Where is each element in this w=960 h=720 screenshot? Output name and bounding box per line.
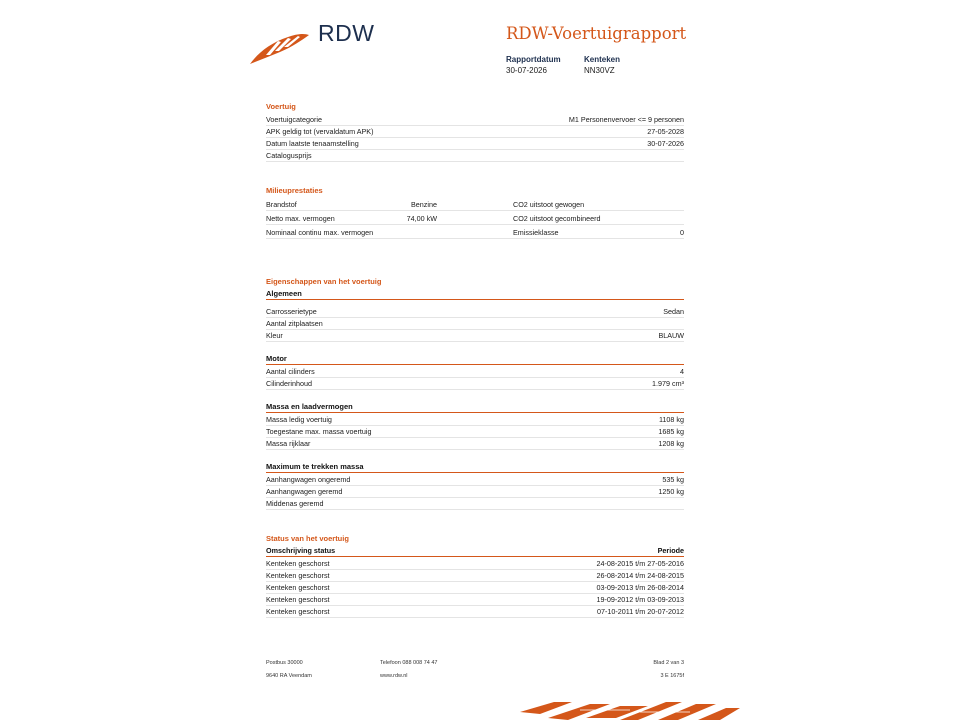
row-label: Voertuigcategorie xyxy=(266,115,322,124)
row-label-2: Emissieklasse xyxy=(513,228,559,237)
section-title-status: Status van het voertuig xyxy=(266,534,349,543)
row-value: 74,00 kW xyxy=(406,214,437,223)
row-value: 1108 kg xyxy=(658,415,684,424)
row-value: 03-09-2013 t/m 26-08-2014 xyxy=(596,583,684,592)
row-label: APK geldig tot (vervaldatum APK) xyxy=(266,127,374,136)
subsection-title-trekken: Maximum te trekken massa xyxy=(266,462,364,471)
table-row xyxy=(266,211,684,225)
row-label: Carrosserietype xyxy=(266,307,317,316)
table-row xyxy=(266,329,684,342)
row-label: Kenteken geschorst xyxy=(266,571,330,580)
row-value: 19-09-2012 t/m 03-09-2013 xyxy=(596,595,684,604)
logo-text: RDW xyxy=(318,20,375,46)
row-value: 07-10-2011 t/m 20-07-2012 xyxy=(597,607,684,616)
footer-web: www.rdw.nl xyxy=(380,673,408,679)
row-value: Benzine xyxy=(411,200,437,209)
footer-postbus: Postbus 30000 xyxy=(266,660,303,666)
section-divider xyxy=(266,299,684,300)
row-label: Aantal zitplaatsen xyxy=(266,319,323,328)
row-value: BLAUW xyxy=(658,331,684,340)
table-row xyxy=(266,149,684,162)
row-label: Middenas geremd xyxy=(266,499,324,508)
row-label: Netto max. vermogen xyxy=(266,214,335,223)
decorative-stripes xyxy=(520,700,740,720)
row-label: Massa rijklaar xyxy=(266,439,311,448)
report-date-label: Rapportdatum xyxy=(506,55,561,64)
row-label: Kenteken geschorst xyxy=(266,583,330,592)
section-title-voertuig: Voertuig xyxy=(266,102,296,111)
row-label: Kenteken geschorst xyxy=(266,559,330,568)
row-label: Aanhangwagen geremd xyxy=(266,487,343,496)
subsection-title-algemeen: Algemeen xyxy=(266,289,302,298)
report-title: RDW-Voertuigrapport xyxy=(506,24,687,43)
column-header-omschrijving: Omschrijving status xyxy=(266,546,336,555)
row-value: Sedan xyxy=(663,307,684,316)
row-value: 1.979 cm³ xyxy=(652,379,684,388)
table-row xyxy=(266,197,684,211)
row-label-2: CO2 uitstoot gewogen xyxy=(513,200,585,209)
row-label: Aanhangwagen ongeremd xyxy=(266,475,351,484)
footer-address: 9640 RA Veendam xyxy=(266,673,312,679)
footer-page: Blad 2 van 3 xyxy=(653,660,684,666)
row-label: Kleur xyxy=(266,331,283,340)
row-value: 24-08-2015 t/m 27-05-2016 xyxy=(596,559,684,568)
table-row xyxy=(266,437,684,450)
status-table-header xyxy=(266,545,684,557)
row-label: Massa ledig voertuig xyxy=(266,415,332,424)
row-label: Kenteken geschorst xyxy=(266,607,330,616)
column-header-periode: Periode xyxy=(657,546,684,555)
row-label: Aantal cilinders xyxy=(266,367,315,376)
row-value: 4 xyxy=(680,367,684,376)
row-label: Nominaal continu max. vermogen xyxy=(266,228,374,237)
row-value: 1208 kg xyxy=(658,439,684,448)
section-title-eigenschappen: Eigenschappen van het voertuig xyxy=(266,277,382,286)
row-value-2: 0 xyxy=(680,228,684,237)
section-title-milieu: Milieuprestaties xyxy=(266,186,323,195)
subsection-title-massa: Massa en laadvermogen xyxy=(266,402,353,411)
table-row xyxy=(266,605,684,618)
row-value: 27-05-2028 xyxy=(647,127,684,136)
row-label: Cilinderinhoud xyxy=(266,379,312,388)
row-value: 1685 kg xyxy=(658,427,684,436)
table-row xyxy=(266,377,684,390)
row-value: 26-08-2014 t/m 24-08-2015 xyxy=(596,571,684,580)
row-label: Datum laatste tenaamstelling xyxy=(266,139,359,148)
row-value: 1250 kg xyxy=(658,487,684,496)
footer-phone: Telefoon 088 008 74 47 xyxy=(380,660,438,666)
rdw-logo-mark xyxy=(248,31,310,65)
row-label: Catalogusprijs xyxy=(266,151,312,160)
subsection-title-motor: Motor xyxy=(266,354,287,363)
row-label-2: CO2 uitstoot gecombineerd xyxy=(513,214,601,223)
row-label: Toegestane max. massa voertuig xyxy=(266,427,372,436)
row-label: Brandstof xyxy=(266,200,297,209)
row-value: 30-07-2026 xyxy=(647,139,684,148)
report-date: 30-07-2026 xyxy=(506,66,547,75)
row-value: 535 kg xyxy=(662,475,684,484)
table-row xyxy=(266,497,684,510)
footer-code: 3 E 1675f xyxy=(660,673,684,679)
plate-label: Kenteken xyxy=(584,55,621,64)
row-label: Kenteken geschorst xyxy=(266,595,330,604)
table-row xyxy=(266,225,684,239)
row-value: M1 Personenvervoer <= 9 personen xyxy=(568,115,684,124)
plate-value: NN30VZ xyxy=(584,66,615,75)
